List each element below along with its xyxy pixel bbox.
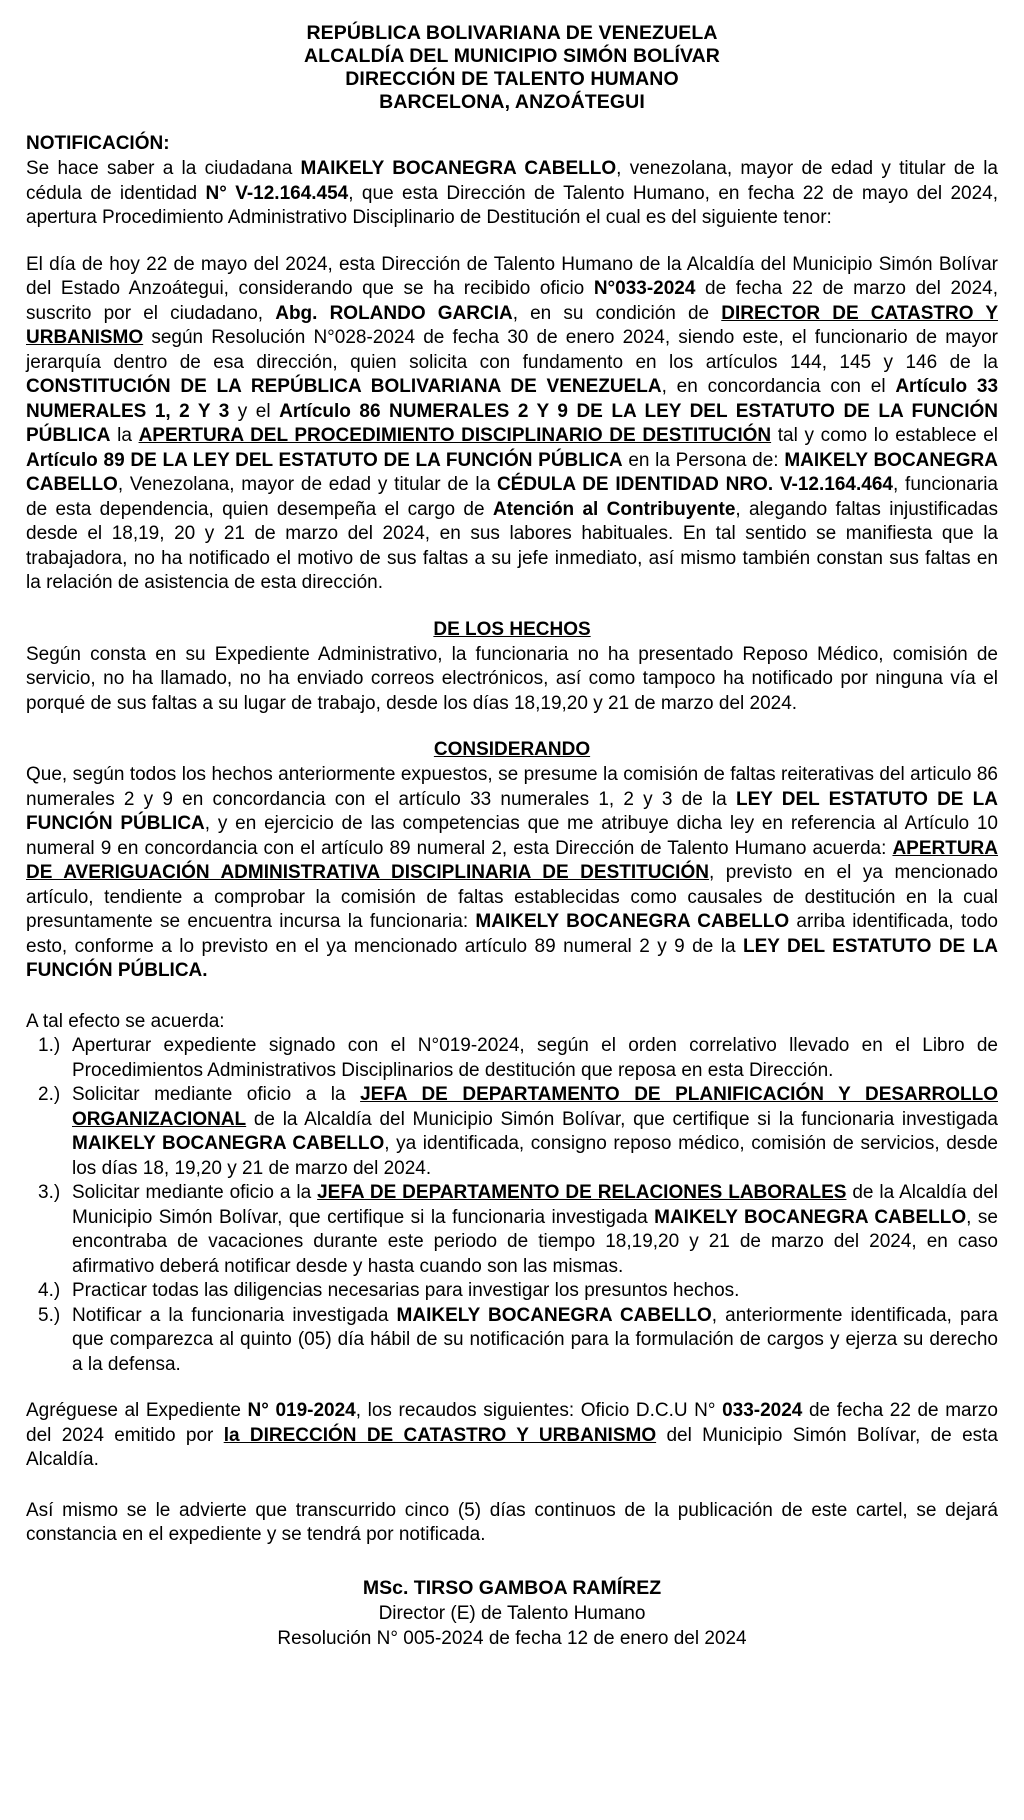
acuerdos-list — [26, 1034, 998, 1377]
notification-intro-part3: , que esta Dirección de Talento Humano, en fecha 22 de mayo del 2024, apertura Procedimiento Administrativo Disciplinario de Destitución el cual es del siguiente tenor: — [26, 182, 998, 228]
article-86-reference: Artículo 86 NUMERALES 2 Y 9 DE LA LEY DEL ESTATUTO DE LA FUNCIÓN PÚBLICA — [26, 400, 999, 446]
body-part-i: en la Persona de: — [622, 449, 785, 471]
list-item-text-a: Solicitar mediante oficio a la — [72, 1182, 318, 1203]
body-part-a: El día de hoy 22 de mayo del 2024, esta Dirección de Talento Humano de la Alcaldía del Municipio Simón Bolívar del Estado Anzoátegui, considerando que se ha recibido oficio — [26, 253, 998, 299]
spacer — [26, 596, 998, 618]
lawyer-name: Abg. ROLANDO GARCIA — [275, 302, 513, 324]
department-planning-reference: JEFA DE DEPARTAMENTO DE PLANIFICACIÓN Y DESARROLLO ORGANIZACIONAL — [72, 1084, 998, 1130]
section-title-hechos: DE LOS HECHOS — [433, 618, 591, 640]
notification-intro-part1: Se hace saber a la ciudadana — [26, 158, 301, 179]
spacer — [26, 984, 998, 1010]
investigated-employee-name: MAIKELY BOCANEGRA CABELLO — [475, 911, 790, 932]
catastro-direction-reference: la DIRECCIÓN DE CATASTRO Y URBANISMO — [223, 1424, 657, 1446]
citizen-name: MAIKELY BOCANEGRA CABELLO — [300, 158, 617, 179]
header-line-republic: REPÚBLICA BOLIVARIANA DE VENEZUELA — [306, 22, 718, 44]
investigated-employee-name: MAIKELY BOCANEGRA CABELLO — [396, 1304, 712, 1326]
list-item-text-c: , anteriormente identificada, para que comparezca al quinto (05) día hábil de su notificación para la formulación de cargos y ejerza su derecho a la defensa. — [72, 1304, 998, 1375]
list-item-number: 1.) — [38, 1035, 61, 1056]
agreguese-part-d: del Municipio Simón Bolívar, de esta Alcaldía. — [26, 1424, 998, 1470]
body-part-e: , en concordancia con el — [661, 376, 896, 397]
considerando-part-d: arriba identificada, todo esto, conforme a lo previsto en el ya mencionado artículo 89 numeral 2 y 9 de la — [26, 911, 998, 957]
article-33-reference: Artículo 33 NUMERALES 1, 2 Y 3 — [26, 376, 999, 422]
notification-intro-paragraph — [26, 157, 998, 231]
id-prefix: N° — [205, 182, 236, 204]
administrative-investigation-opening: APERTURA DE AVERIGUACIÓN ADMINISTRATIVA DISCIPLINARIA DE DESTITUCIÓN — [26, 837, 998, 883]
disciplinary-procedure-opening: APERTURA DEL PROCEDIMIENTO DISCIPLINARIO DE DESTITUCIÓN — [138, 425, 772, 446]
list-item-text-a: Notificar a la funcionaria investigada — [72, 1304, 397, 1326]
header-line-direction: DIRECCIÓN DE TALENTO HUMANO — [345, 68, 679, 90]
oficio-dcu-number: 033-2024 — [722, 1400, 803, 1421]
list-item — [26, 1181, 998, 1279]
id-number: V-12.164.454 — [235, 182, 349, 204]
list-item-text-b: de la Alcaldía del Municipio Simón Bolívar, que certifique si la funcionaria investigada — [246, 1108, 998, 1130]
list-item-text-c: , ya identificada, consigno reposo médico, comisión de servicios, desde los días 18, 19,20 y 21 de marzo del 2024. — [72, 1133, 998, 1179]
considerando-part-b: , y en ejercicio de las competencias que me atribuye dicha ley en referencia al Artículo 10 numeral 9 en concordancia con el artículo 89 numeral 2, esta Dirección de Talento Humano acuerda: — [26, 813, 998, 859]
list-item-number: 3.) — [38, 1182, 61, 1203]
spacer — [26, 1377, 998, 1399]
considerando-part-c: , previsto en el ya mencionado artículo, tendiente a comprobar la comisión de faltas establecidas como causales de destitución en la cual presuntamente se encuentra incursa la funcionaria: — [26, 862, 998, 932]
ley-estatuto-reference-2: LEY DEL ESTATUTO DE LA FUNCIÓN PÚBLICA. — [26, 935, 998, 981]
list-item — [26, 1034, 998, 1083]
agreguese-part-a: Agréguese al Expediente — [26, 1400, 248, 1421]
spacer — [26, 1548, 998, 1574]
considerando-part-a: Que, según todos los hechos anteriormente expuestos, se presume la comisión de faltas reiterativas del articulo 86 numerales 2 y 9 en concordancia con el artículo 33 numerales 1, 2 y 3 de la — [26, 764, 998, 810]
list-item — [26, 1083, 998, 1181]
body-part-f: y el — [229, 400, 280, 422]
constitution-reference: CONSTITUCIÓN DE LA REPÚBLICA BOLIVARIANA DE VENEZUELA — [26, 376, 662, 397]
spacer — [26, 1473, 998, 1499]
body-part-j: , Venezolana, mayor de edad y titular de la — [117, 474, 497, 495]
list-item-text-a: Aperturar expediente signado con el N°019-2024, según el orden correlativo llevado en el Libro de Procedimientos Administrativos Disciplinarios de destitución que reposa en esta Dirección. — [72, 1035, 998, 1081]
list-item-number: 4.) — [38, 1280, 61, 1301]
considerando-paragraph — [26, 763, 998, 984]
main-body-paragraph — [26, 253, 998, 596]
body-part-h: tal y como lo establece el — [771, 425, 998, 446]
body-part-d: según Resolución N°028-2024 de fecha 30 de enero 2024, siendo este, el funcionario de mayor jerarquía dentro de esa dirección, quien solicita con fundamento en los artículos 144, 145 y 146 de la — [26, 327, 998, 373]
director-position: DIRECTOR DE CATASTRO Y URBANISMO — [26, 302, 998, 348]
notification-intro-part2: , venezolana, mayor de edad y titular de la cédula de identidad — [26, 158, 999, 204]
document-header — [26, 22, 998, 114]
body-part-c: , en su condición de — [512, 302, 722, 324]
spacer — [26, 716, 998, 738]
body-part-k: , funcionaria de esta dependencia, quien desempeña el cargo de — [26, 474, 998, 520]
investigated-employee-name: MAIKELY BOCANEGRA CABELLO — [72, 1133, 385, 1154]
notification-label: NOTIFICACIÓN: — [26, 133, 170, 154]
agreguese-part-c: de fecha 22 de marzo del 2024 emitido por — [26, 1400, 998, 1446]
list-item-number: 5.) — [38, 1304, 61, 1326]
agreguese-paragraph — [26, 1399, 998, 1473]
signature-block — [26, 1576, 998, 1651]
list-item-text-c: , se encontraba de vacaciones durante este periodo de tiempo 18,19,20 y 21 de marzo del 2024, en caso afirmativo deberá notificar desde y hasta cuando son las mismas. — [72, 1206, 998, 1277]
body-part-b: de fecha 22 de marzo del 2024, suscrito por el ciudadano, — [26, 278, 998, 324]
oficio-number: N°033-2024 — [593, 278, 696, 299]
hechos-paragraph: Según consta en su Expediente Administrativo, la funcionaria no ha presentado Reposo Médico, comisión de servicio, no ha llamado, no ha enviado correos electrónicos, así como tampoco ha notificado por ninguna vía el porqué de sus faltas a su lugar de trabajo, desde los días 18,19,20 y 21 de marzo del 2024. — [26, 643, 998, 714]
list-item-text-b: de la Alcaldía del Municipio Simón Bolívar, que certifique si la funcionaria investigada — [72, 1182, 998, 1228]
list-item — [26, 1304, 998, 1378]
signatory-name: MSc. TIRSO GAMBOA RAMÍREZ — [362, 1576, 662, 1599]
header-line-city: BARCELONA, ANZOÁTEGUI — [379, 91, 645, 113]
department-labor-relations-reference: JEFA DE DEPARTAMENTO DE RELACIONES LABORALES — [317, 1182, 847, 1203]
advertencia-paragraph: Así mismo se le advierte que transcurrido cinco (5) días continuos de la publicación de este cartel, se dejará constancia en el expediente y se tendrá por notificada. — [26, 1499, 998, 1545]
person-name: MAIKELY BOCANEGRA CABELLO — [26, 449, 999, 495]
spacer — [26, 231, 998, 253]
section-title-considerando: CONSIDERANDO — [433, 739, 591, 760]
article-89-reference: Artículo 89 DE LA LEY DEL ESTATUTO DE LA FUNCIÓN PÚBLICA — [26, 449, 623, 471]
list-item-text-a: Solicitar mediante oficio a la — [72, 1084, 361, 1105]
expediente-number: N° 019-2024 — [247, 1400, 356, 1421]
signatory-role: Director (E) de Talento Humano — [378, 1602, 646, 1624]
body-part-l: , alegando faltas injustificadas desde el 18,19, 20 y 21 de marzo del 2024, en sus labores habituales. En tal sentido se manifiesta que la trabajadora, no ha notificado el motivo de sus faltas a su jefe inmediato, así mismo también constan sus faltas en la relación de asistencia de esta dirección. — [26, 498, 998, 593]
agreguese-part-b: , los recaudos siguientes: Oficio D.C.U N° — [355, 1400, 723, 1421]
cedula-identity: CÉDULA DE IDENTIDAD NRO. V-12.164.464 — [496, 474, 893, 495]
ley-estatuto-reference-1: LEY DEL ESTATUTO DE LA FUNCIÓN PÚBLICA — [26, 788, 998, 834]
signatory-resolution: Resolución N° 005-2024 de fecha 12 de enero del 2024 — [277, 1627, 747, 1649]
body-part-g: la — [110, 425, 139, 446]
investigated-employee-name: MAIKELY BOCANEGRA CABELLO — [654, 1206, 967, 1228]
list-item-number: 2.) — [38, 1084, 61, 1105]
acuerda-lead: A tal efecto se acuerda: — [26, 1010, 225, 1032]
header-line-mayoralty: ALCALDÍA DEL MUNICIPIO SIMÓN BOLÍVAR — [304, 45, 720, 67]
list-item-text-a: Practicar todas las diligencias necesarias para investigar los presuntos hechos. — [72, 1280, 740, 1301]
employee-position: Atención al Contribuyente — [492, 498, 736, 520]
list-item — [26, 1279, 998, 1304]
